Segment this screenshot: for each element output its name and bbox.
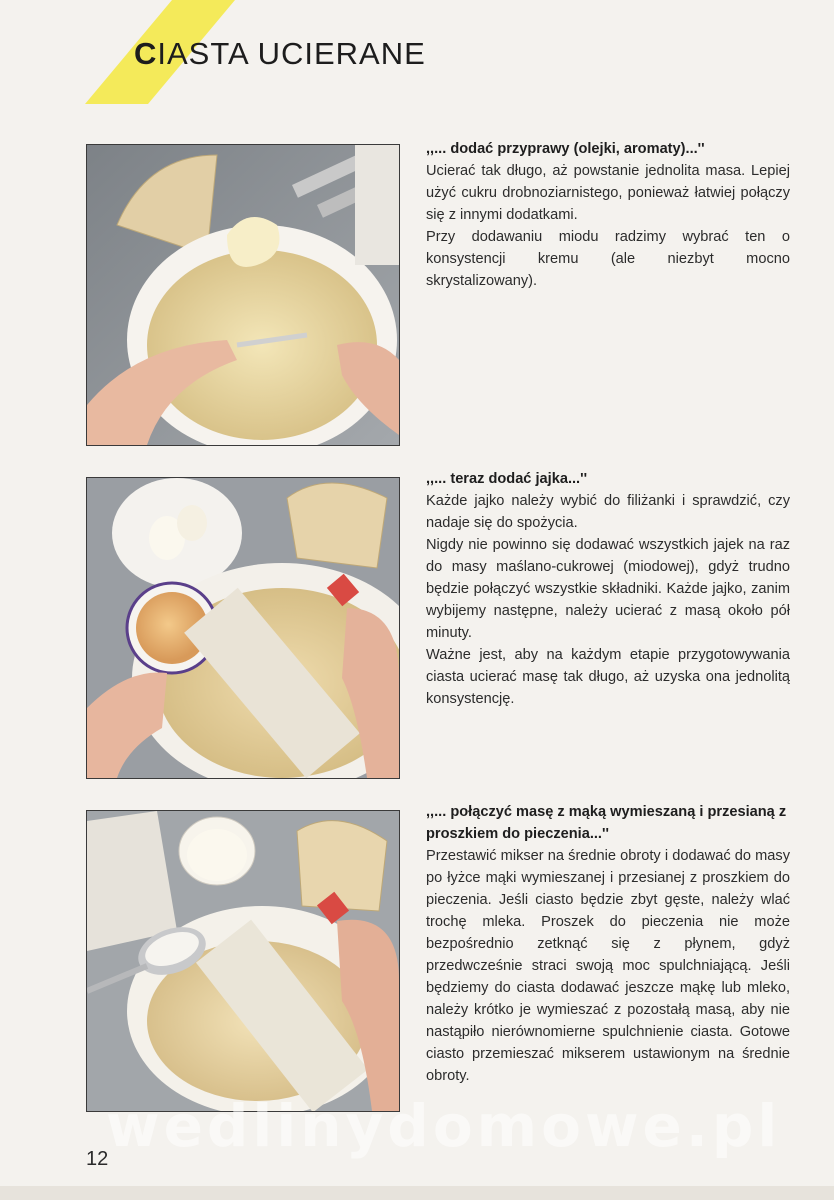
page-title bbox=[134, 36, 426, 72]
section-spices bbox=[426, 138, 790, 292]
section-flour bbox=[426, 801, 790, 1087]
section-heading: ,,... dodać przyprawy (olejki, aromaty)...'' bbox=[426, 141, 705, 157]
section-eggs bbox=[426, 468, 790, 710]
page-number: 12 bbox=[86, 1148, 109, 1170]
section-heading: ,,... teraz dodać jajka...'' bbox=[426, 471, 588, 487]
section-paragraph: Ważne jest, aby na każdym etapie przygotowywania ciasta ucierać masę tak długo, aż uzyska ona jednolitą konsystencję. bbox=[426, 647, 790, 707]
section-paragraph: Każde jajko należy wybić do filiżanki i sprawdzić, czy nadaje się do spożycia. bbox=[426, 493, 790, 531]
section-paragraph: Ucierać tak długo, aż powstanie jednolita masa. Lepiej użyć cukru drobnoziarnistego, ponieważ łatwiej połączy się z innymi dodatkami. bbox=[426, 163, 790, 223]
title-initial: C bbox=[134, 36, 158, 71]
photo-adding-eggs bbox=[86, 477, 400, 779]
watermark: wedlinydomowe.pl bbox=[106, 1092, 782, 1160]
photo-creaming-butter bbox=[86, 144, 400, 446]
title-rest: IASTA UCIERANE bbox=[157, 36, 426, 71]
section-paragraph: Przestawić mikser na średnie obroty i dodawać do masy po łyżce mąki wymieszanej i przesianej z proszkiem do pieczenia. Jeśli ciasto będzie zbyt gęste, należy wlać trochę mleka. Proszek do pieczenia nie może bezpośrednio zetknąć się z płynem, gdyż przedwcześnie straci swoją moc spulchniającą. Jeśli będziemy do ciasta dodawać jeszcze mąkę lub mleko, należy krótko je wymieszać z pozostałą masą, aby nie nastąpiło nierównomierne spulchnienie ciasta. Gotowe ciasto przemieszać mikserem ustawionym na średnie obroty. bbox=[426, 848, 790, 1084]
page-edge bbox=[0, 1186, 834, 1200]
section-heading: ,,... połączyć masę z mąką wymieszaną i przesianą z proszkiem do pieczenia...'' bbox=[426, 804, 787, 842]
section-paragraph: Przy dodawaniu miodu radzimy wybrać ten o konsystencji kremu (ale niezbyt mocno skrystalizowany). bbox=[426, 229, 790, 289]
photo-adding-flour bbox=[86, 810, 400, 1112]
section-paragraph: Nigdy nie powinno się dodawać wszystkich jajek na raz do masy maślano-cukrowej (miodowej), gdyż trudno będzie połączyć wszystkie składniki. Każde jajko, zanim wybijemy następne, należy ucierać z masą około pół minuty. bbox=[426, 537, 790, 641]
